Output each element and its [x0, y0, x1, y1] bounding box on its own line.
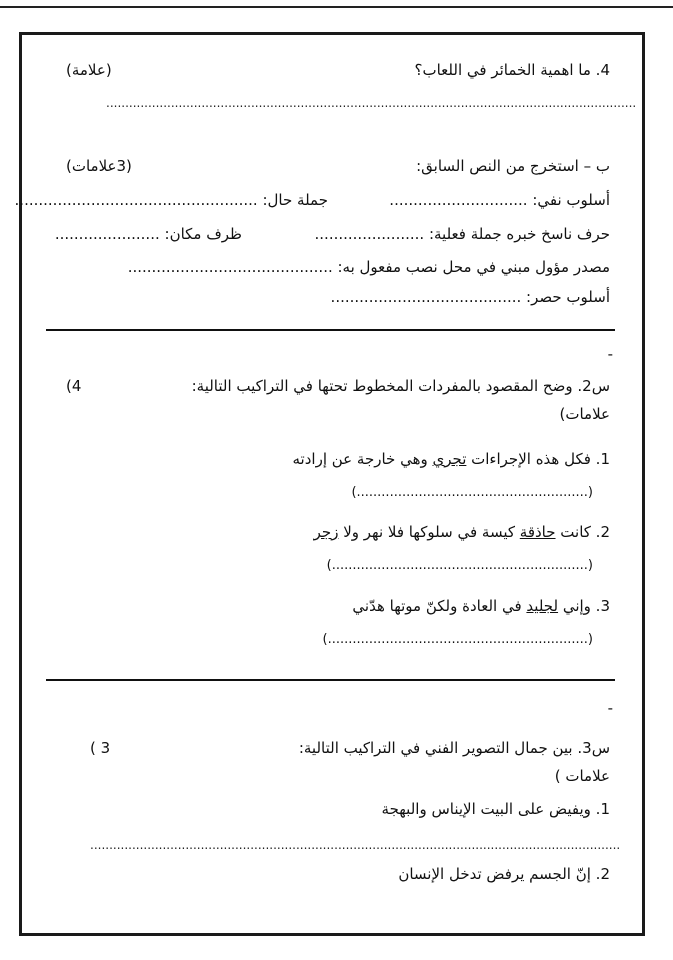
s2-title: س2. وضح المقصود بالمفردات المخطوط تحتها في التراكيب التالية: [191, 377, 610, 395]
place-adverb-field: ظرف مكان: ...................... [54, 225, 242, 243]
section-divider [46, 679, 615, 681]
negation-field: أسلوب نفي: ............................. [389, 191, 610, 209]
s3-title: س3. بين جمال التصوير الفني في التراكيب التالية: [298, 739, 610, 757]
s2-item-3: 3. وإني لجليد في العادة ولكنّ موتها هدّني [352, 597, 610, 615]
s3-mark-number: ( 3 [90, 739, 111, 757]
s2-mark-word: علامات) [559, 405, 610, 423]
part-b-mark: (3علامات) [66, 157, 132, 175]
s2-item-1: 1. فكل هذه الإجراءات تجري وهي خارجة عن إرادته [292, 450, 610, 468]
s2-item-3-answer: (...............................................................) [322, 632, 593, 647]
hal-field: جملة حال: ................................................... [14, 191, 328, 209]
underlined-word: حاذقة [519, 523, 556, 541]
restriction-field: أسلوب حصر: ........................................ [330, 288, 610, 306]
question-4-mark: (علامة) [66, 61, 112, 79]
part-b-title: ب – استخرج من النص السابق: [416, 157, 610, 175]
s3-mark-word: علامات ) [554, 767, 610, 785]
s2-mark-number: (4 [66, 377, 82, 395]
section-divider [46, 329, 615, 331]
s3-item-2: 2. إنّ الجسم يرفض تدخل الإنسان [398, 865, 610, 883]
s2-item-2-answer: (..............................................................) [326, 558, 593, 573]
underlined-word: تجري [432, 450, 467, 468]
s2-item-1-answer: (........................................................) [351, 485, 593, 500]
s3-item-1-answer-line: ........................................................................................................................................... [90, 838, 621, 852]
s2-item-2: 2. كانت حاذقة كيسة في سلوكها فلا نهر ولا زجر [313, 523, 610, 541]
masdar-field: مصدر مؤول مبني في محل نصب مفعول به: ........................................... [127, 258, 610, 276]
underlined-word: زجر [313, 523, 339, 541]
divider-dash: - [607, 345, 613, 363]
question-4-answer-line: ........................................................................................................................................... [106, 96, 637, 110]
s3-item-1: 1. ويفيض على البيت الإيناس والبهجة [381, 800, 610, 818]
underlined-word: لجليد [526, 597, 559, 615]
top-border-line [0, 6, 673, 8]
kana-field: حرف ناسخ خبره جملة فعلية: ....................... [314, 225, 610, 243]
question-4: 4. ما اهمية الخمائر في اللعاب؟ [414, 61, 610, 79]
divider-dash: - [607, 699, 613, 717]
